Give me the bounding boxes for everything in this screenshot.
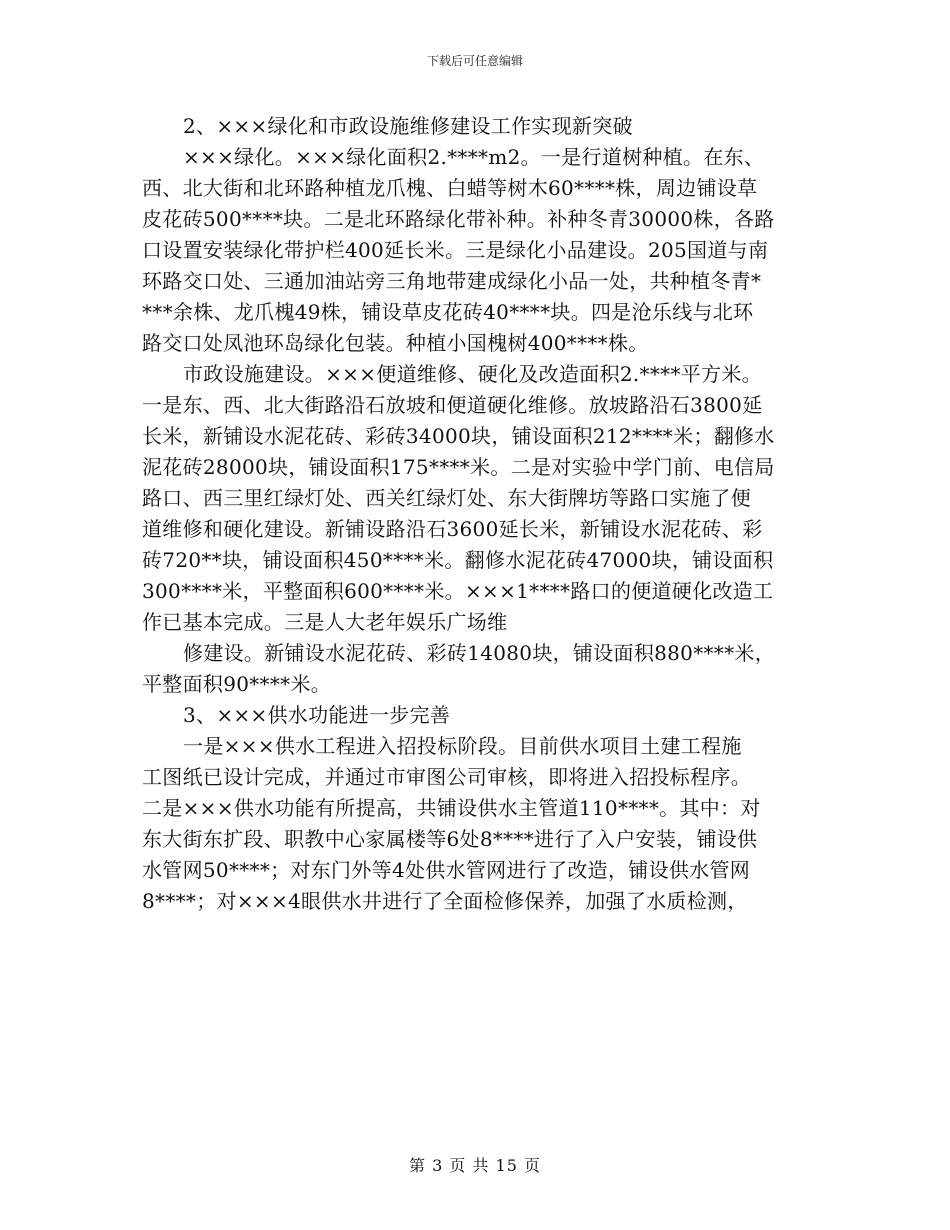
paragraph-line: 路口、西三里红绿灯处、西关红绿灯处、东大街牌坊等路口实施了便 [142,486,751,510]
paragraph-line: 作已基本完成。三是人大老年娱乐广场维 [142,610,508,634]
paragraph-line: 工图纸已设计完成，并通过市审图公司审核，即将进入招投标程序。 [142,765,751,789]
paragraph-line: 东大街东扩段、职教中心家属楼等6处8****进行了入户安装，铺设供 [142,827,758,851]
paragraph-line: ×××绿化。×××绿化面积2.****m2。一是行道树种植。在东、 [183,145,765,169]
paragraph-line: 泥花砖28000块，铺设面积175****米。二是对实验中学门前、电信局 [142,455,775,479]
paragraph-line: 修建设。新铺设水泥花砖、彩砖14080块，铺设面积880****米， [183,641,775,665]
page-header-note: 下载后可任意编辑 [426,54,523,68]
paragraph-line: 一是东、西、北大街路沿石放坡和便道硬化维修。放坡路沿石3800延 [142,393,763,417]
paragraph-line: 300****米，平整面积600****米。×××1****路口的便道硬化改造工 [142,579,774,603]
document-body [142,111,817,917]
paragraph-line: 市政设施建设。×××便道维修、硬化及改造面积2.****平方米。 [183,362,762,386]
page-number: 第 3 页 共 15 页 [409,1156,541,1175]
paragraph-line: 长米，新铺设水泥花砖、彩砖34000块，铺设面积212****米；翻修水 [142,424,775,448]
paragraph-line: ***余株、龙爪槐49株，铺设草皮花砖40****块。四是沧乐线与北环 [142,300,754,324]
paragraph-line: 皮花砖500****块。二是北环路绿化带补种。补种冬青30000株，各路 [142,207,775,231]
paragraph-line: 路交口处凤池环岛绿化包装。种植小国槐树400****株。 [142,331,649,355]
paragraph-line: 口设置安装绿化带护栏400延长米。三是绿化小品建设。205国道与南 [142,238,769,262]
section-heading-3: 3、×××供水功能进一步完善 [183,703,451,727]
paragraph-line: 8****；对×××4眼供水井进行了全面检修保养，加强了水质检测， [142,889,748,913]
paragraph-line: 平整面积90****米。 [142,672,332,696]
section-heading-2: 2、×××绿化和市政设施维修建设工作实现新突破 [183,114,633,138]
paragraph-line: 二是×××供水功能有所提高，共铺设供水主管道110****。其中：对 [142,796,761,820]
paragraph-line: 环路交口处、三通加油站旁三角地带建成绿化小品一处，共种植冬青* [142,269,762,293]
paragraph-line: 砖720**块，铺设面积450****米。翻修水泥花砖47000块，铺设面积 [142,548,774,572]
paragraph-line: 西、北大街和北环路种植龙爪槐、白蜡等树木60****株，周边铺设草 [142,176,758,200]
paragraph-line: 一是×××供水工程进入招投标阶段。目前供水项目土建工程施 [183,734,742,758]
paragraph-line: 水管网50****；对东门外等4处供水管网进行了改造，铺设供水管网 [142,858,751,882]
paragraph-line: 道维修和硬化建设。新铺设路沿石3600延长米，新铺设水泥花砖、彩 [142,517,763,541]
